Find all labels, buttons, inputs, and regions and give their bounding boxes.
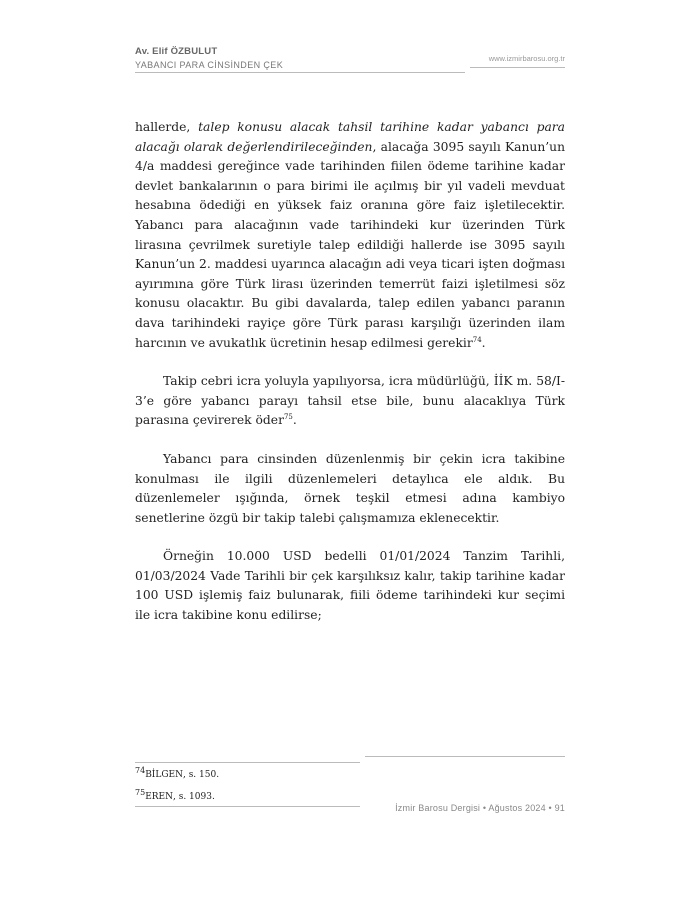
footnote-number: 74 [135,766,146,775]
running-title: YABANCI PARA CİNSİNDEN ÇEK [135,60,284,70]
paragraph-1-italic: talep konusu alacak tahsil tarihine kadar yabancı para alacağı olarak değerlendirileceğinden [135,120,566,154]
footnote-citation: , s. 1093. [172,792,215,802]
header-divider-right [470,67,565,68]
paragraph-1-end: . [481,335,486,350]
paragraph-4: Örneğin 10.000 USD bedelli 01/01/2024 Tanzim Tarihli, 01/03/2024 Vade Tarihli bir çek karşılıksız kalır, takip tarihine kadar 100 USD işlemiş faiz bulunarak, fiili ödeme tarihindeki kur seçimi ile icra takibine konu edilirse; [135,549,565,623]
footnote-ref-74[interactable]: 74 [472,335,482,344]
footnote-74 [135,764,565,786]
paragraph-2-text: Takip cebri icra yoluyla yapılıyorsa, icra müdürlüğü, İİK m. 58/I-3’e göre yabancı parayı tahsil etse bile, bunu alacaklıya Türk parasına çevirerek öder [135,374,565,428]
author-name: Av. Elif ÖZBULUT [135,46,218,57]
paragraph-1 [135,118,565,353]
website-url[interactable]: www.izmirbarosu.org.tr [488,54,565,63]
paragraph-1-text-a: hallerde, [135,120,199,134]
footnotes [135,764,565,808]
paragraph-2-end: . [292,413,297,428]
footnote-number: 75 [135,788,146,797]
paragraph-3: Yabancı para cinsinden düzenlenmiş bir çekin icra takibine konulması ile ilgili düzenlemeleri detaylıca ele aldık. Bu düzenlemeler ışığında, örnek teşkil etmesi adına kambiyo senetlerine özgü bir takip talebi çalışmamıza eklenecektir. [135,451,565,525]
footnote-divider-right [365,756,565,757]
footnote-citation: , s. 150. [182,770,220,780]
footnote-divider [135,762,360,763]
footnote-ref-75[interactable]: 75 [283,413,293,422]
paragraph-1-text-b: , alacağa 3095 sayılı Kanun’un 4/a maddesi gereğince vade tarihinden fiilen ödeme tarihine kadar devlet bankalarının o para birimi ile açılmış bir yıl vadeli mevduat hesabına ödediği en yüksek faiz oranına göre faiz işletilecektir. Yabancı para alacağının vade tarihindeki kur üzerinden Türk lirasına çevrilmek suretiyle talep edildiği hallerde ise 3095 sayılı Kanun’un 2. maddesi uyarınca alacağın adi veya ticari işten doğması ayırımına göre Türk lirası üzerinden temerrüt faizi işletilmesi söz konusu olacaktır. Bu gibi davalarda, talep edilen yabancı paranın dava tarihindeki rayiçe göre Türk parası karşılığı üzerinden ilam harcının ve avukatlık ücretinin hesap edilmesi gerekir [135,139,565,350]
article-body [135,118,565,626]
footnote-author: BİLGEN [145,770,183,780]
page-header [135,44,565,74]
footer-divider [135,806,360,807]
page-footer: İzmir Barosu Dergisi • Ağustos 2024 • 91 [395,803,565,813]
paragraph-2 [135,372,565,431]
header-divider [135,72,465,73]
footnote-author: EREN [145,792,173,802]
